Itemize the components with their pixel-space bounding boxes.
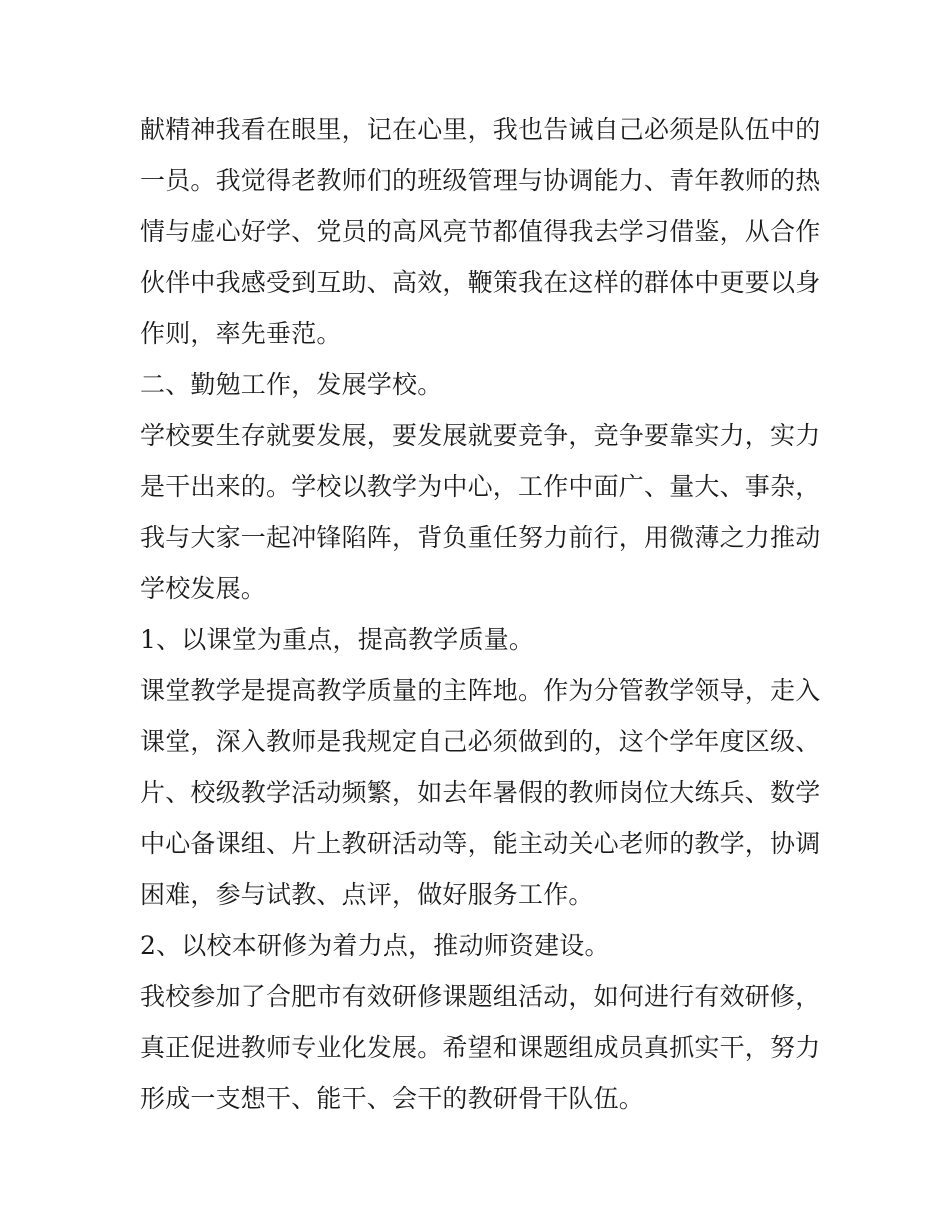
- document-body: [140, 104, 820, 1124]
- text-line: 学校发展。: [140, 574, 267, 603]
- text-line: 困难，参与试教、点评，做好服务工作。: [140, 880, 594, 909]
- text-line: 一员。我觉得老教师们的班级管理与协调能力、青年教师的热: [140, 166, 820, 195]
- text-line: 真正促进教师专业化发展。希望和课题组成员真抓实干，努力: [140, 1033, 820, 1062]
- text-line: 学校要生存就要发展，要发展就要竞争，竞争要靠实力，实力: [140, 421, 820, 450]
- subsection-heading: 1、以课堂为重点，提高教学质量。: [140, 625, 535, 654]
- subsection-heading: 2、以校本研修为着力点，推动师资建设。: [140, 931, 610, 960]
- text-line: 献精神我看在眼里，记在心里，我也告诫自己必须是队伍中的: [140, 115, 820, 144]
- text-line: 中心备课组、片上教研活动等，能主动关心老师的教学，协调: [140, 829, 820, 858]
- section-heading: 二、勤勉工作，发展学校。: [140, 370, 443, 399]
- text-line: 我校参加了合肥市有效研修课题组活动，如何进行有效研修，: [140, 982, 820, 1011]
- text-line: 是干出来的。学校以教学为中心，工作中面广、量大、事杂，: [140, 472, 820, 501]
- text-line: 伙伴中我感受到互助、高效，鞭策我在这样的群体中更要以身: [140, 268, 820, 297]
- text-line: 作则，率先垂范。: [140, 319, 342, 348]
- text-line: 片、校级教学活动频繁，如去年暑假的教师岗位大练兵、数学: [140, 778, 820, 807]
- text-line: 情与虚心好学、党员的高风亮节都值得我去学习借鉴，从合作: [140, 217, 820, 246]
- text-line: 课堂教学是提高教学质量的主阵地。作为分管教学领导，走入: [140, 676, 820, 705]
- text-line: 课堂，深入教师是我规定自己必须做到的，这个学年度区级、: [140, 727, 820, 756]
- text-line: 形成一支想干、能干、会干的教研骨干队伍。: [140, 1084, 645, 1113]
- text-line: 我与大家一起冲锋陷阵，背负重任努力前行，用微薄之力推动: [140, 523, 820, 552]
